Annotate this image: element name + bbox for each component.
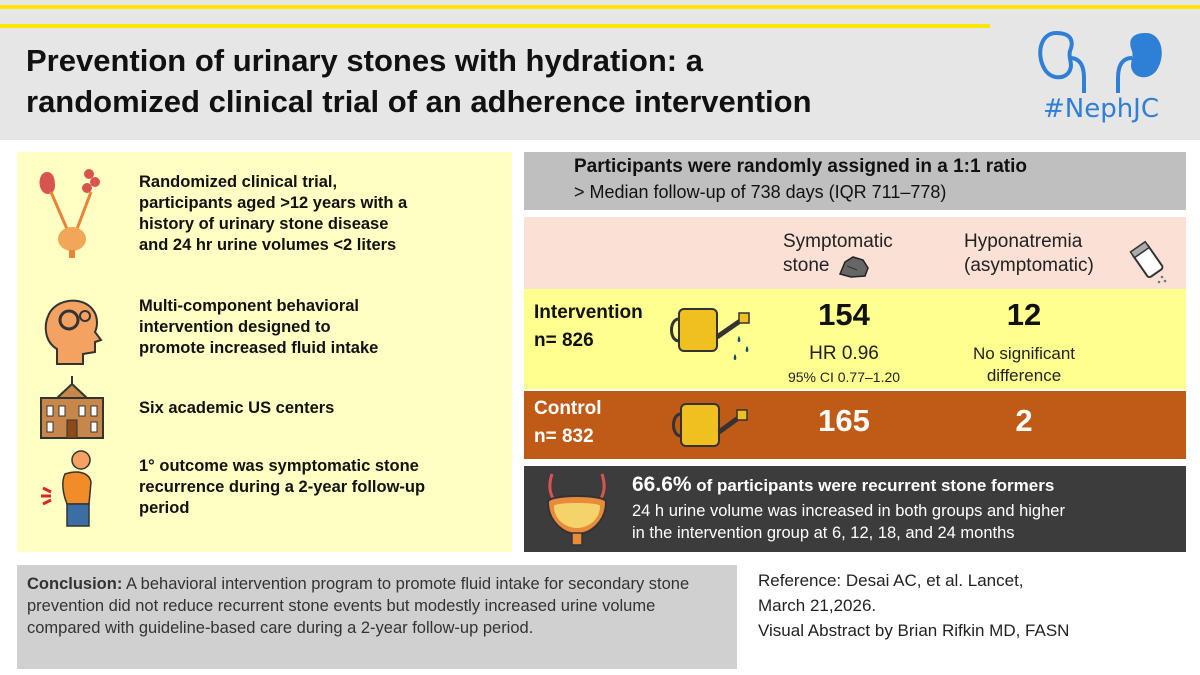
logo-hashtag: #NephJC bbox=[1042, 94, 1160, 124]
bladder-icon bbox=[538, 470, 616, 548]
list-item-trial-design bbox=[17, 152, 512, 287]
intervention-group-label: Intervention n= 826 bbox=[534, 302, 643, 351]
back-pain-person-icon bbox=[37, 448, 107, 528]
confidence-interval: 95% CI 0.77–1.20 bbox=[787, 369, 901, 385]
reference-citation: Reference: Desai AC, et al. Lancet, bbox=[758, 571, 1024, 590]
conclusion-box bbox=[17, 565, 737, 669]
trial-design-text: Randomized clinical trial, participants aged >12 years with a history of urinary stone disease and 24 hr urine volumes <2 liters bbox=[139, 173, 408, 254]
intervention-hyponatremia-count: 12 bbox=[1006, 297, 1042, 332]
conclusion-text: Conclusion: A behavioral intervention program to promote fluid intake for secondary stone prevention did not reduce recurrent stone events but modestly increased urine volume compared with guideline-based care during a 2-year follow-up period. bbox=[27, 575, 690, 637]
visual-abstract-author: Visual Abstract by Brian Rifkin MD, FASN bbox=[758, 621, 1070, 640]
stone-icon bbox=[837, 254, 871, 278]
title-line-1: Prevention of urinary stones with hydration: a bbox=[26, 43, 703, 78]
recurrent-stone-formers-box bbox=[524, 466, 1186, 552]
list-item-outcome bbox=[17, 448, 512, 548]
reference-block bbox=[758, 568, 1188, 643]
list-item-centers bbox=[17, 374, 512, 444]
list-item-intervention bbox=[17, 290, 512, 370]
follow-up-text: > Median follow-up of 738 days (IQR 711–778) bbox=[574, 182, 947, 202]
intervention-row bbox=[524, 289, 1186, 389]
watering-can-control-icon bbox=[669, 396, 749, 454]
academic-building-icon bbox=[37, 376, 107, 442]
left-panel bbox=[17, 152, 512, 552]
control-stone-count: 165 bbox=[818, 403, 870, 438]
recurrent-headline: 66.6% of participants were recurrent stone formers bbox=[632, 473, 1055, 496]
kidneys-logo-icon bbox=[1026, 18, 1176, 98]
control-hyponatremia-count: 2 bbox=[1015, 403, 1033, 438]
no-significant-difference-note: No significant difference bbox=[972, 344, 1076, 385]
results-table-header bbox=[524, 217, 1186, 289]
accent-line-top bbox=[0, 5, 1200, 9]
control-group-label: Control n= 832 bbox=[534, 398, 602, 447]
outcome-text: 1° outcome was symptomatic stone recurrence during a 2-year follow-up period bbox=[139, 457, 426, 517]
title-line-2: randomized clinical trial of an adherence intervention bbox=[26, 84, 812, 119]
brain-gears-head-icon bbox=[37, 294, 107, 369]
accent-line-second bbox=[0, 24, 990, 28]
recurrent-percentage: 66.6% bbox=[632, 473, 692, 496]
page-title bbox=[26, 40, 1006, 122]
centers-text: Six academic US centers bbox=[139, 399, 335, 417]
control-row bbox=[524, 391, 1186, 459]
nephjc-logo bbox=[1026, 18, 1176, 133]
intervention-stone-count: 154 bbox=[818, 297, 870, 332]
salt-shaker-icon bbox=[1129, 239, 1169, 285]
kidney-urinary-tract-icon bbox=[37, 164, 107, 259]
hazard-ratio: HR 0.96 bbox=[809, 343, 879, 364]
urine-volume-text: 24 h urine volume was increased in both groups and higher in the intervention group at 6, 12, 18, and 24 months bbox=[632, 502, 1065, 542]
column-header-symptomatic-stone: Symptomatic stone bbox=[783, 231, 893, 276]
reference-date: March 21,2026. bbox=[758, 596, 877, 615]
watering-can-icon bbox=[669, 297, 754, 379]
conclusion-label: Conclusion: bbox=[27, 575, 123, 593]
column-header-hyponatremia: Hyponatremia (asymptomatic) bbox=[964, 231, 1094, 276]
intervention-text: Multi-component behavioral intervention designed to promote increased fluid intake bbox=[139, 297, 379, 357]
assignment-ratio-text: Participants were randomly assigned in a 1:1 ratio bbox=[574, 156, 1027, 177]
assignment-banner bbox=[524, 152, 1186, 210]
